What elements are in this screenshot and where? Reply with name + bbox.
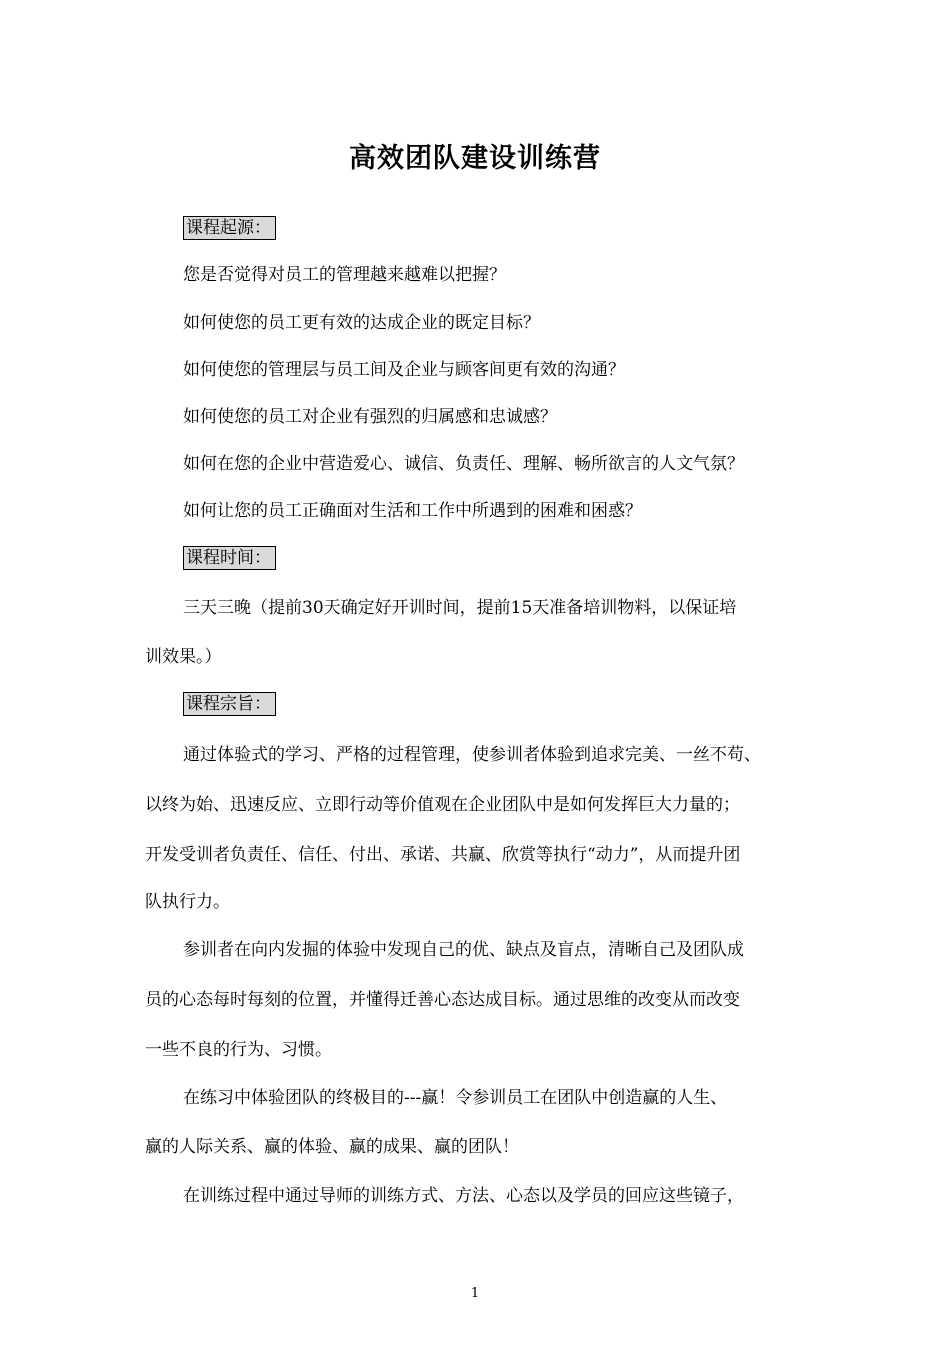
purpose-paragraph-line: 参训者在向内发掘的体验中发现自己的优、缺点及盲点，清晰自己及团队成: [183, 940, 744, 960]
purpose-paragraph-line: 一些不良的行为、习惯。: [145, 1040, 332, 1060]
origin-line: 如何使您的管理层与员工间及企业与顾客间更有效的沟通？: [183, 360, 625, 380]
origin-line: 您是否觉得对员工的管理越来越难以把握？: [183, 265, 506, 285]
time-line: 三天三晚（提前30天确定好开训时间，提前15天准备培训物料，以保证培: [183, 598, 737, 618]
purpose-paragraph-line: 通过体验式的学习、严格的过程管理，使参训者体验到追求完美、一丝不苟、: [183, 745, 761, 765]
purpose-paragraph-line: 队执行力。: [145, 892, 230, 912]
purpose-paragraph-line: 在训练过程中通过导师的训练方式、方法、心态以及学员的回应这些镜子，: [183, 1186, 744, 1206]
time-line: 训效果。）: [145, 647, 222, 667]
purpose-paragraph-line: 开发受训者负责任、信任、付出、承诺、共赢、欣赏等执行“动力”，从而提升团: [145, 845, 741, 865]
purpose-paragraph-line: 以终为始、迅速反应、立即行动等价值观在企业团队中是如何发挥巨大力量的；: [145, 795, 740, 815]
purpose-paragraph-line: 员的心态每时每刻的位置，并懂得迁善心态达成目标。通过思维的改变从而改变: [145, 990, 740, 1010]
section-heading-origin: 课程起源：: [183, 216, 276, 240]
section-heading-purpose: 课程宗旨：: [183, 692, 276, 716]
document-title: 高效团队建设训练营: [349, 143, 601, 174]
origin-line: 如何在您的企业中营造爱心、诚信、负责任、理解、畅所欲言的人文气氛？: [183, 454, 744, 474]
section-heading-time: 课程时间：: [183, 546, 276, 570]
purpose-paragraph-line: 在练习中体验团队的终极目的---赢！令参训员工在团队中创造赢的人生、: [183, 1088, 728, 1108]
origin-line: 如何使您的员工对企业有强烈的归属感和忠诚感？: [183, 407, 557, 427]
page-number: 1: [470, 1286, 480, 1301]
origin-line: 如何使您的员工更有效的达成企业的既定目标？: [183, 313, 540, 333]
purpose-paragraph-line: 赢的人际关系、赢的体验、赢的成果、赢的团队！: [145, 1137, 519, 1157]
origin-line: 如何让您的员工正确面对生活和工作中所遇到的困难和困惑？: [183, 501, 642, 521]
